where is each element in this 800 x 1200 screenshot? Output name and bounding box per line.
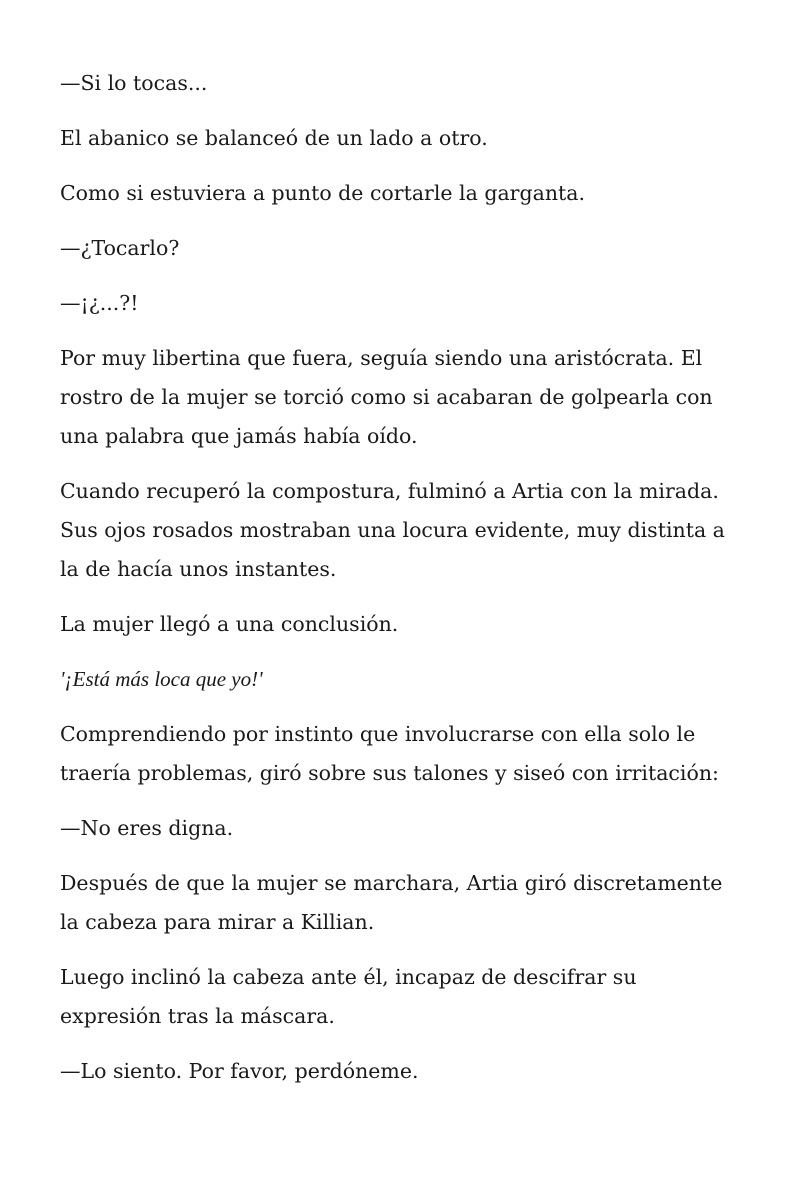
dialogue-line: —¡¿...?!: [60, 291, 139, 315]
narration-paragraph: Después de que la mujer se marchara, Artia giró discretamente la cabeza para mirar a Killian.: [60, 871, 723, 934]
book-page: [60, 64, 740, 1107]
dialogue-line: —¿Tocarlo?: [60, 236, 180, 260]
narration-paragraph: Por muy libertina que fuera, seguía siendo una aristócrata. El rostro de la mujer se torció como si acabaran de golpearla con una palabra que jamás había oído.: [60, 346, 713, 448]
narration-paragraph: Luego inclinó la cabeza ante él, incapaz de descifrar su expresión tras la máscara.: [60, 965, 637, 1028]
inner-thought: '¡Está más loca que yo!': [60, 667, 263, 691]
narration-paragraph: La mujer llegó a una conclusión.: [60, 612, 399, 636]
dialogue-line: —Lo siento. Por favor, perdóneme.: [60, 1059, 419, 1083]
dialogue-line: —No eres digna.: [60, 816, 234, 840]
narration-paragraph: Como si estuviera a punto de cortarle la garganta.: [60, 181, 586, 205]
narration-paragraph: Cuando recuperó la compostura, fulminó a Artia con la mirada. Sus ojos rosados mostraban una locura evidente, muy distinta a la de hacía unos instantes.: [60, 479, 725, 581]
narration-paragraph: El abanico se balanceó de un lado a otro.: [60, 126, 488, 150]
dialogue-line: —Si lo tocas...: [60, 71, 208, 95]
narration-paragraph: Comprendiendo por instinto que involucrarse con ella solo le traería problemas, giró sobre sus talones y siseó con irritación:: [60, 722, 719, 785]
